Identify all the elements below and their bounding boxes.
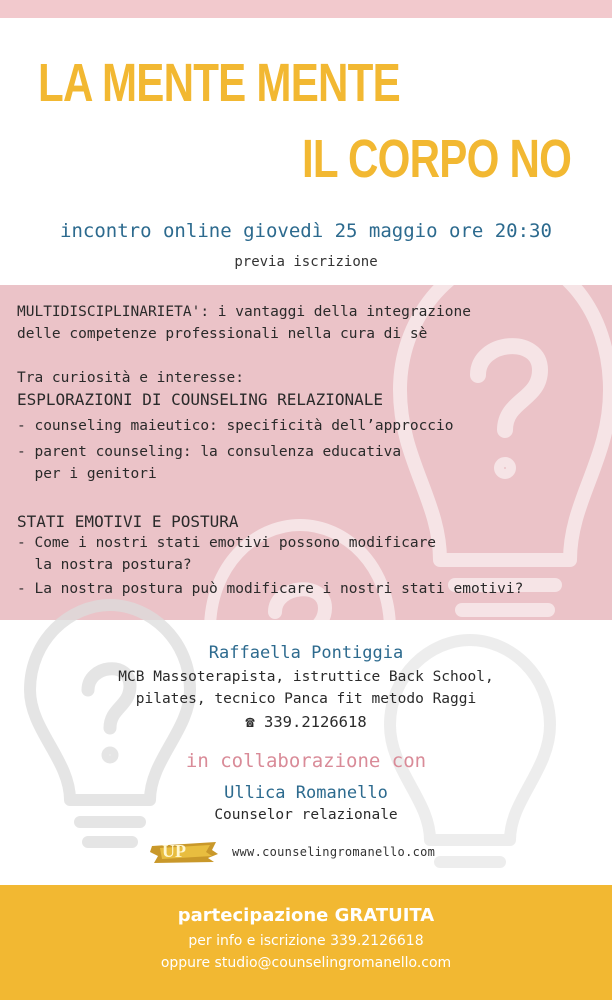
- info-phone: per info e iscrizione 339.2126618: [188, 933, 424, 949]
- bullet-parent-1: - parent counseling: la consulenza educativa: [17, 444, 402, 460]
- explorations-heading: ESPLORAZIONI DI COUNSELING RELAZIONALE: [17, 390, 384, 409]
- free-participation: partecipazione GRATUITA: [177, 905, 435, 926]
- collaboration-label: in collaborazione con: [185, 750, 427, 772]
- multidisciplinarity-line-1: MULTIDISCIPLINARIETA': i vantaggi della integrazione: [17, 304, 471, 320]
- speaker-credentials-2: pilates, tecnico Panca fit metodo Raggi: [135, 691, 477, 707]
- event-date: incontro online giovedì 25 maggio ore 20:30: [60, 220, 552, 242]
- curiosity-line: Tra curiosità e interesse:: [17, 370, 244, 386]
- multidisciplinarity-line-2: delle competenze professionali nella cura di sè: [17, 326, 428, 342]
- speaker-phone: [0, 713, 612, 731]
- bullet-posture-2: la nostra postura?: [17, 557, 192, 573]
- bullet-posture-3: - La nostra postura può modificare i nostri stati emotivi?: [17, 581, 524, 597]
- bullet-posture-1: - Come i nostri stati emotivi possono modificare: [17, 535, 437, 551]
- bullet-maieutic: - counseling maieutico: specificità dell’approccio: [17, 418, 454, 434]
- website-link[interactable]: www.counselingromanello.com: [232, 845, 436, 859]
- phone-icon: ☎: [245, 713, 255, 731]
- emotions-heading: STATI EMOTIVI E POSTURA: [17, 512, 239, 531]
- collaborator-role: Counselor relazionale: [214, 807, 398, 823]
- bullet-parent-2: per i genitori: [17, 466, 157, 482]
- title-line-1: LA MENTE MENTE: [38, 53, 400, 113]
- phone-number: 339.2126618: [264, 713, 367, 731]
- up-logo-text: UP: [162, 841, 186, 861]
- top-band: [0, 0, 612, 18]
- title-line-2: IL CORPO NO: [302, 129, 572, 189]
- info-email[interactable]: oppure studio@counselingromanello.com: [160, 955, 452, 971]
- registration-note: previa iscrizione: [234, 254, 378, 270]
- speaker-credentials-1: MCB Massoterapista, istruttice Back School,: [118, 669, 494, 685]
- speaker-name: Raffaella Pontiggia: [208, 643, 404, 663]
- collaborator-name: Ullica Romanello: [224, 783, 388, 803]
